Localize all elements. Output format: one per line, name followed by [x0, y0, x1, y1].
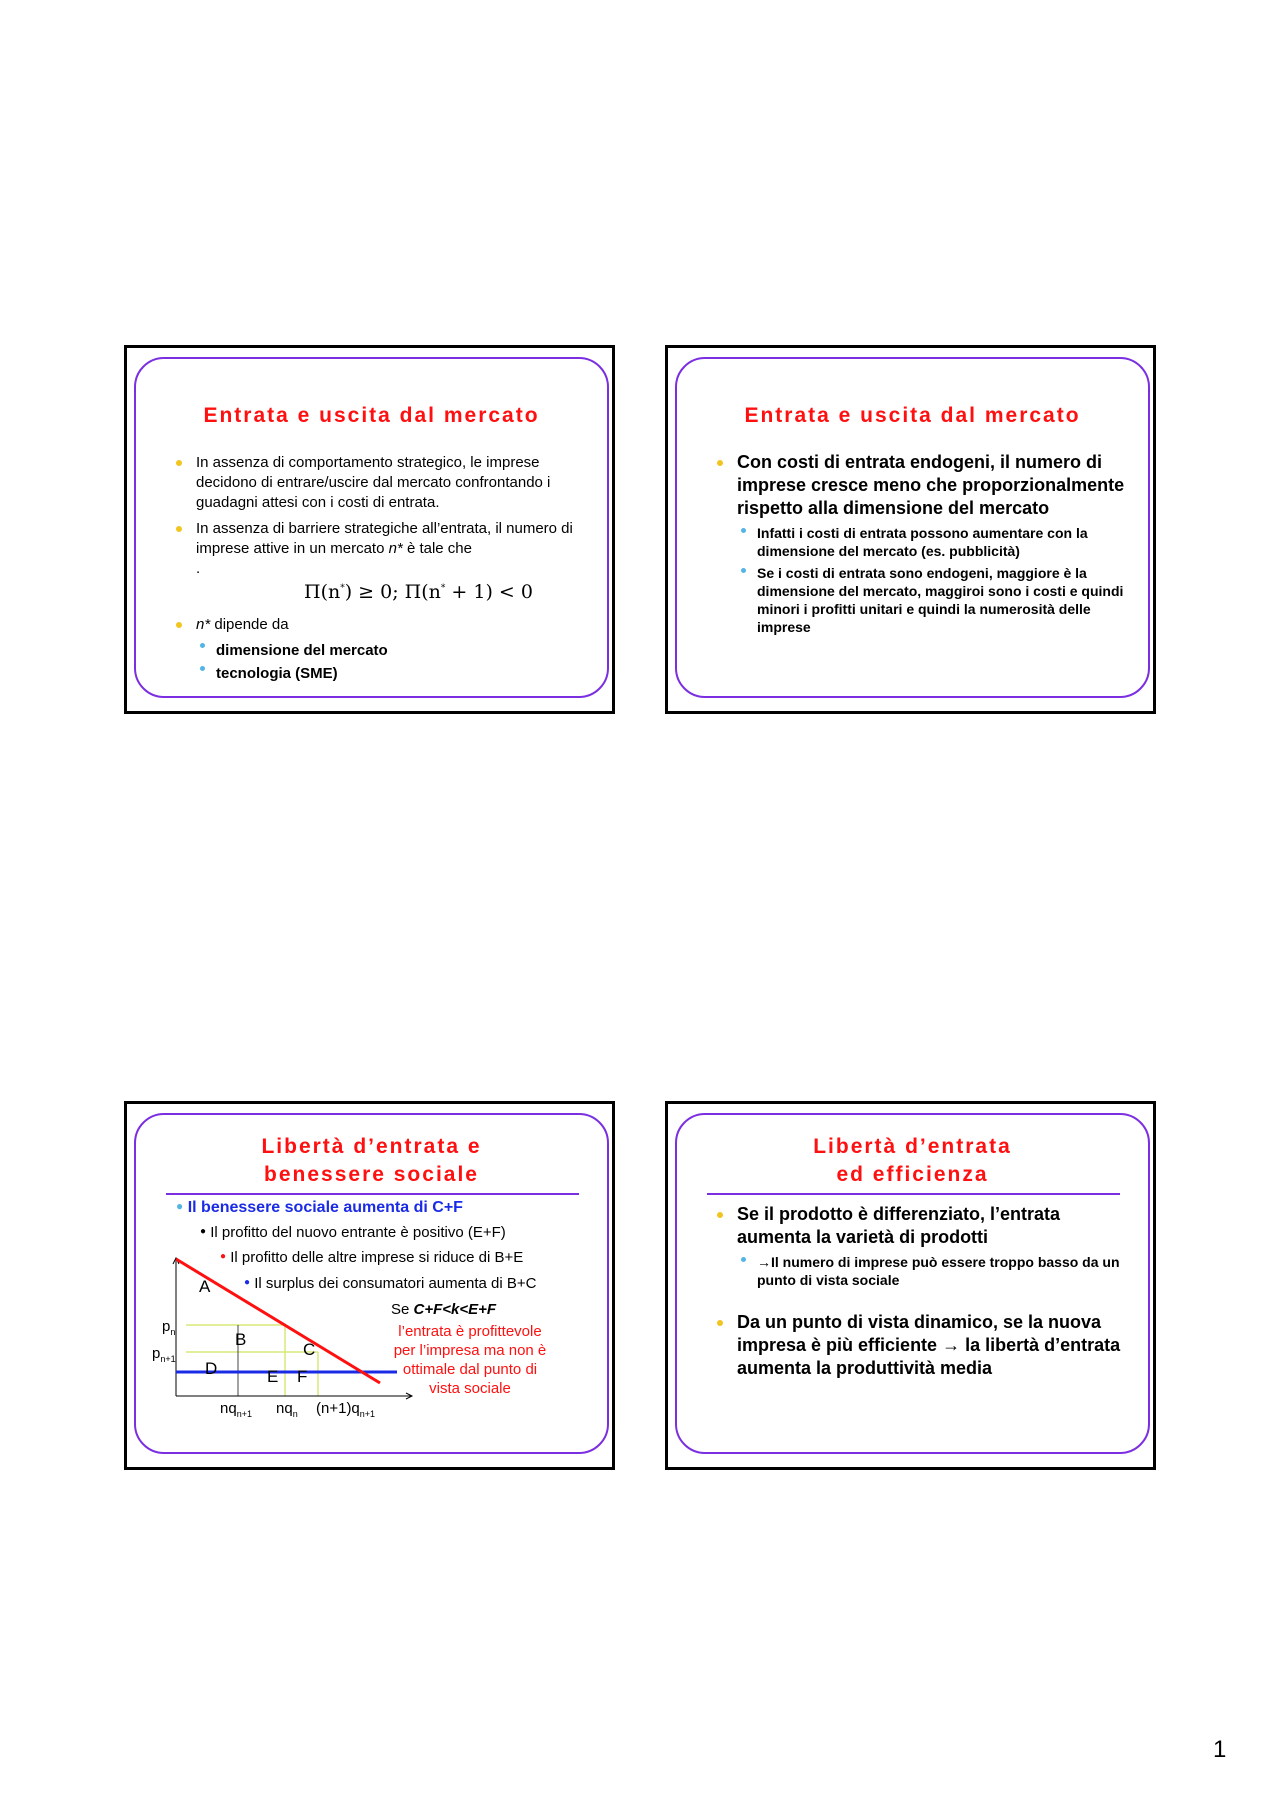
- sub-bullet-item: dimensione del mercato: [196, 639, 587, 662]
- entry-cost-condition: Se C+F<k<E+F: [391, 1301, 497, 1318]
- sub-bullet-list: [196, 639, 587, 685]
- welfare-headline: ● Il benessere sociale aumenta di C+F: [176, 1199, 463, 1216]
- sub-bullet-item: →Il numero di imprese può essere troppo basso da un punto di vista sociale: [737, 1253, 1128, 1289]
- bullet-trailing-dot: .: [196, 560, 201, 577]
- title-line: benessere sociale: [264, 1163, 479, 1186]
- title-line: ed efficienza: [836, 1163, 989, 1186]
- title-line: Libertà d’entrata e: [261, 1135, 482, 1158]
- quantity-nq-n-label: $nq_n$: [276, 1400, 298, 1419]
- bullet-text: Con costi di entrata endogeni, il numero di imprese cresce meno che proporzionalmente rispetto alla dimensione del mercato: [737, 452, 1125, 518]
- page-number: 1: [1213, 1736, 1227, 1763]
- consumer-surplus-point: ● Il surplus dei consumatori aumenta di B+C: [244, 1275, 537, 1292]
- slide-1: [124, 345, 615, 714]
- profit-entrant-point: ● Il profitto del nuovo entrante è positivo (E+F): [200, 1224, 506, 1241]
- sub-bullet-item: Infatti i costi di entrata possono aumentare con la dimensione del mercato (es. pubblicità): [737, 524, 1128, 560]
- title-line: Libertà d’entrata: [813, 1135, 1012, 1158]
- region-b-label: B: [235, 1330, 247, 1349]
- slide-4: [665, 1101, 1156, 1470]
- profit-incumbents-point: ● Il profitto delle altre imprese si riduce di B+E: [220, 1249, 524, 1266]
- free-entry-formula: Π(n*) ≥ 0; Π(n* + 1) < 0: [304, 581, 533, 603]
- slide-3-panel: [134, 1113, 609, 1454]
- region-f-label: F: [297, 1367, 308, 1386]
- bullet-item: [717, 1203, 1128, 1289]
- bullet-text: dipende da: [210, 616, 289, 633]
- title-divider: [707, 1193, 1120, 1195]
- price-pn-label: $p_n$: [162, 1318, 176, 1337]
- bullet-item: [176, 615, 587, 685]
- region-c-label: C: [303, 1340, 316, 1359]
- slide-title: Entrata e uscita dal mercato: [744, 404, 1081, 427]
- bullet-text: Se il prodotto è differenziato, l’entrata aumenta la varietà di prodotti: [737, 1204, 1061, 1247]
- slide-4-panel: [675, 1113, 1150, 1454]
- bullet-text: Da un punto di vista dinamico, se la nuova impresa è più efficiente: [737, 1312, 1102, 1355]
- bullet-item: [176, 453, 587, 513]
- slide-3: [124, 1101, 615, 1470]
- sub-bullet-item: Se i costi di entrata sono endogeni, maggiore è la dimensione del mercato, maggiroi sono i costi e quindi minori i profitti unitari e quindi la numerosità delle imprese: [737, 564, 1128, 636]
- sub-bullet-item: tecnologia (SME): [196, 662, 587, 685]
- slide-title: [677, 1133, 1148, 1189]
- bullet-list: [176, 453, 587, 691]
- region-a-label: A: [199, 1277, 211, 1296]
- arrow-icon: →: [942, 1335, 961, 1355]
- bullet-text: In assenza di barriere strategiche all’entrata, il numero di imprese attive in un mercato: [196, 520, 573, 557]
- n-star-term: n*: [388, 540, 403, 557]
- quantity-nq-n1-label: $nq_{n+1}$: [220, 1400, 252, 1419]
- slide-1-panel: [134, 357, 609, 698]
- bullet-list: [717, 1203, 1128, 1386]
- bullet-text: la libertà d’entrata aumenta la produttività media: [737, 1335, 1121, 1378]
- bullet-item: [176, 519, 587, 579]
- n-star-term: n*: [196, 616, 211, 633]
- entry-conclusion: l’entrata è profittevole per l’impresa ma non è ottimale dal punto di vista sociale: [393, 1323, 547, 1397]
- bullet-list: [717, 451, 1128, 642]
- bullet-text: è tale che: [402, 540, 472, 557]
- region-e-label: E: [267, 1367, 279, 1386]
- bullet-item: [717, 1311, 1128, 1380]
- price-pn1-label: $p_{n+1}$: [152, 1345, 176, 1364]
- quantity-n1q-label: $(n+1)q_{n+1}$: [316, 1400, 376, 1419]
- bullet-item: [717, 451, 1128, 636]
- arrow-icon: →: [757, 1254, 771, 1270]
- sub-bullet-list: [737, 524, 1128, 636]
- slide-title: Entrata e uscita dal mercato: [203, 404, 540, 427]
- bullet-text: In assenza di comportamento strategico, le imprese decidono di entrare/uscire dal mercato confrontando i guadagni attesi con i costi di entrata.: [196, 454, 551, 511]
- slide-2: [665, 345, 1156, 714]
- slide-2-panel: [675, 357, 1150, 698]
- sub-bullet-list: [737, 1253, 1128, 1289]
- region-d-label: D: [205, 1359, 218, 1378]
